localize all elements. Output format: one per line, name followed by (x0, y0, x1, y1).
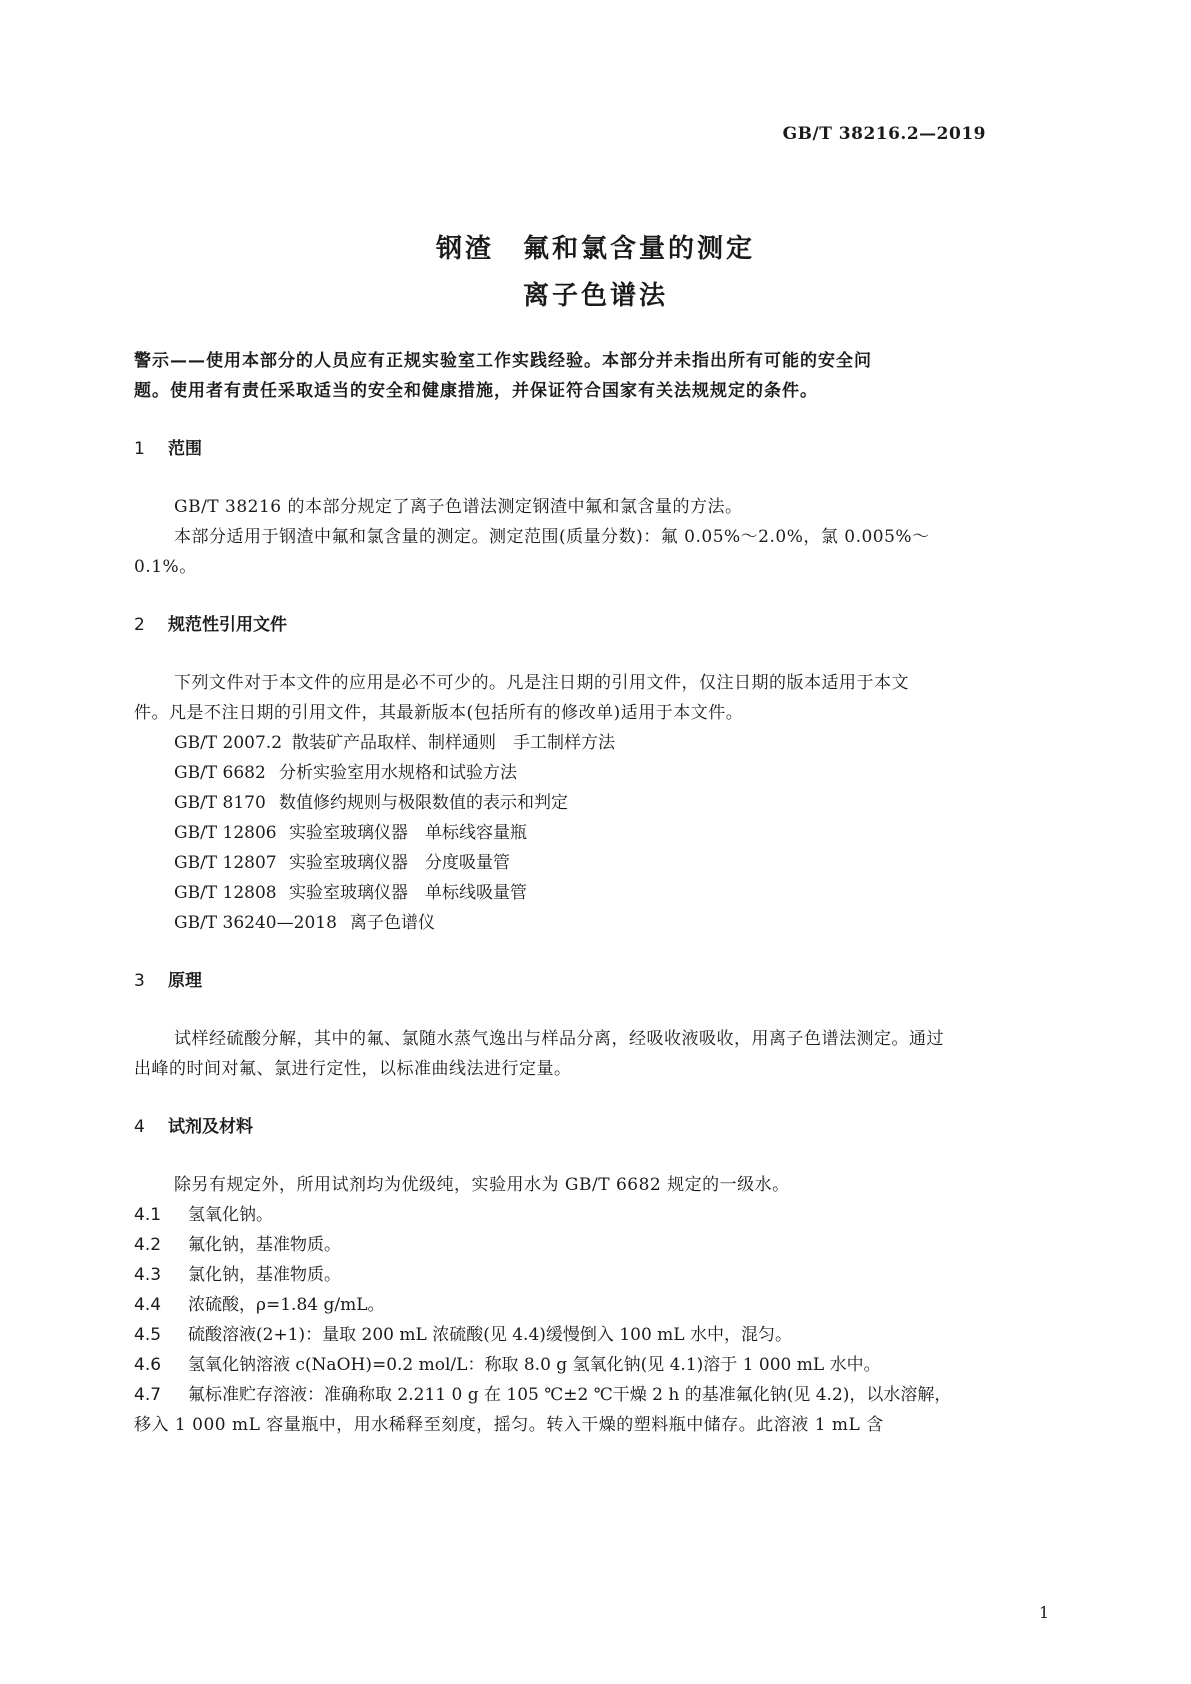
clause-item (134, 1350, 881, 1375)
reference-code: GB/T 2007.2 (174, 733, 283, 753)
reference-code: GB/T 36240—2018 (174, 913, 337, 933)
clause-text: 氯化钠，基准物质。 (188, 1265, 341, 1285)
section-title: 原理 (168, 971, 202, 991)
section-number: 1 (134, 439, 145, 459)
section-title: 范围 (168, 439, 202, 459)
section-number: 4 (134, 1117, 145, 1137)
paragraph: 除另有规定外，所用试剂均为优级纯，实验用水为 GB/T 6682 规定的一级水。 (174, 1175, 790, 1195)
clause-item (134, 1200, 273, 1225)
document-title: 钢渣 氟和氯含量的测定 (435, 234, 755, 264)
paragraph: 下列文件对于本文件的应用是必不可少的。凡是注日期的引用文件，仅注日期的版本适用于本文 (174, 673, 909, 693)
clause-number: 4.3 (134, 1265, 162, 1285)
clause-text: 硫酸溶液(2+1)：量取 200 mL 浓硫酸(见 4.4)缓慢倒入 100 mL 水中，混匀。 (188, 1325, 792, 1345)
reference-item (174, 818, 527, 843)
reference-code: GB/T 12807 (174, 853, 277, 873)
reference-code: GB/T 6682 (174, 763, 266, 783)
clause-number: 4.1 (134, 1205, 162, 1225)
reference-name: 分析实验室用水规格和试验方法 (279, 763, 517, 783)
clause-item (134, 1380, 951, 1405)
paragraph: 0.1%。 (134, 557, 197, 577)
paragraph: 移入 1 000 mL 容量瓶中，用水稀释至刻度，摇匀。转入干燥的塑料瓶中储存。此溶液 1 mL 含 (134, 1415, 884, 1435)
reference-item (174, 788, 568, 813)
clause-text: 氢氧化钠。 (188, 1205, 273, 1225)
reference-name: 实验室玻璃仪器 单标线容量瓶 (289, 823, 527, 843)
reference-item (174, 848, 510, 873)
section-number: 2 (134, 615, 145, 635)
document-subtitle: 离子色谱法 (522, 281, 668, 311)
section-4-heading (134, 1112, 253, 1137)
section-title: 规范性引用文件 (168, 615, 287, 635)
reference-name: 实验室玻璃仪器 单标线吸量管 (289, 883, 527, 903)
reference-item (174, 908, 435, 933)
section-1-heading (134, 434, 202, 459)
reference-item (174, 728, 615, 753)
clause-number: 4.2 (134, 1235, 162, 1255)
clause-item (134, 1260, 341, 1285)
paragraph: 试样经硫酸分解，其中的氟、氯随水蒸气逸出与样品分离，经吸收液吸收，用离子色谱法测定。通过 (174, 1029, 944, 1049)
section-number: 3 (134, 971, 145, 991)
clause-item (134, 1320, 792, 1345)
page-number: 1 (1039, 1603, 1050, 1622)
clause-number: 4.4 (134, 1295, 162, 1315)
paragraph: 本部分适用于钢渣中氟和氯含量的测定。测定范围(质量分数)：氟 0.05%～2.0%，氯 0.005%～ (174, 527, 930, 547)
clause-number: 4.5 (134, 1325, 162, 1345)
section-2-heading (134, 610, 287, 635)
reference-item (174, 878, 527, 903)
clause-text: 氟标准贮存溶液：准确称取 2.211 0 g 在 105 ℃±2 ℃干燥 2 h 的基准氟化钠(见 4.2)，以水溶解， (188, 1385, 952, 1405)
standard-code: GB/T 38216.2—2019 (782, 124, 986, 144)
reference-code: GB/T 12808 (174, 883, 277, 903)
paragraph: 件。凡是不注日期的引用文件，其最新版本(包括所有的修改单)适用于本文件。 (134, 703, 744, 723)
paragraph: 出峰的时间对氟、氯进行定性，以标准曲线法进行定量。 (134, 1059, 572, 1079)
section-title: 试剂及材料 (168, 1117, 253, 1137)
clause-item (134, 1230, 341, 1255)
warning-line-1: 警示——使用本部分的人员应有正规实验室工作实践经验。本部分并未指出所有可能的安全问 (134, 351, 872, 371)
reference-code: GB/T 12806 (174, 823, 277, 843)
reference-name: 散装矿产品取样、制样通则 手工制样方法 (292, 733, 615, 753)
reference-name: 数值修约规则与极限数值的表示和判定 (279, 793, 568, 813)
warning-line-2: 题。使用者有责任采取适当的安全和健康措施，并保证符合国家有关法规规定的条件。 (134, 381, 818, 401)
clause-number: 4.7 (134, 1385, 162, 1405)
clause-item (134, 1290, 385, 1315)
reference-name: 离子色谱仪 (350, 913, 435, 933)
paragraph: GB/T 38216 的本部分规定了离子色谱法测定钢渣中氟和氯含量的方法。 (174, 497, 743, 517)
clause-text: 浓硫酸，ρ=1.84 g/mL。 (188, 1295, 385, 1315)
reference-code: GB/T 8170 (174, 793, 266, 813)
clause-text: 氟化钠，基准物质。 (188, 1235, 341, 1255)
clause-text: 氢氧化钠溶液 c(NaOH)=0.2 mol/L：称取 8.0 g 氢氧化钠(见 4.1)溶于 1 000 mL 水中。 (188, 1355, 881, 1375)
reference-item (174, 758, 517, 783)
reference-name: 实验室玻璃仪器 分度吸量管 (289, 853, 510, 873)
section-3-heading (134, 966, 202, 991)
clause-number: 4.6 (134, 1355, 162, 1375)
